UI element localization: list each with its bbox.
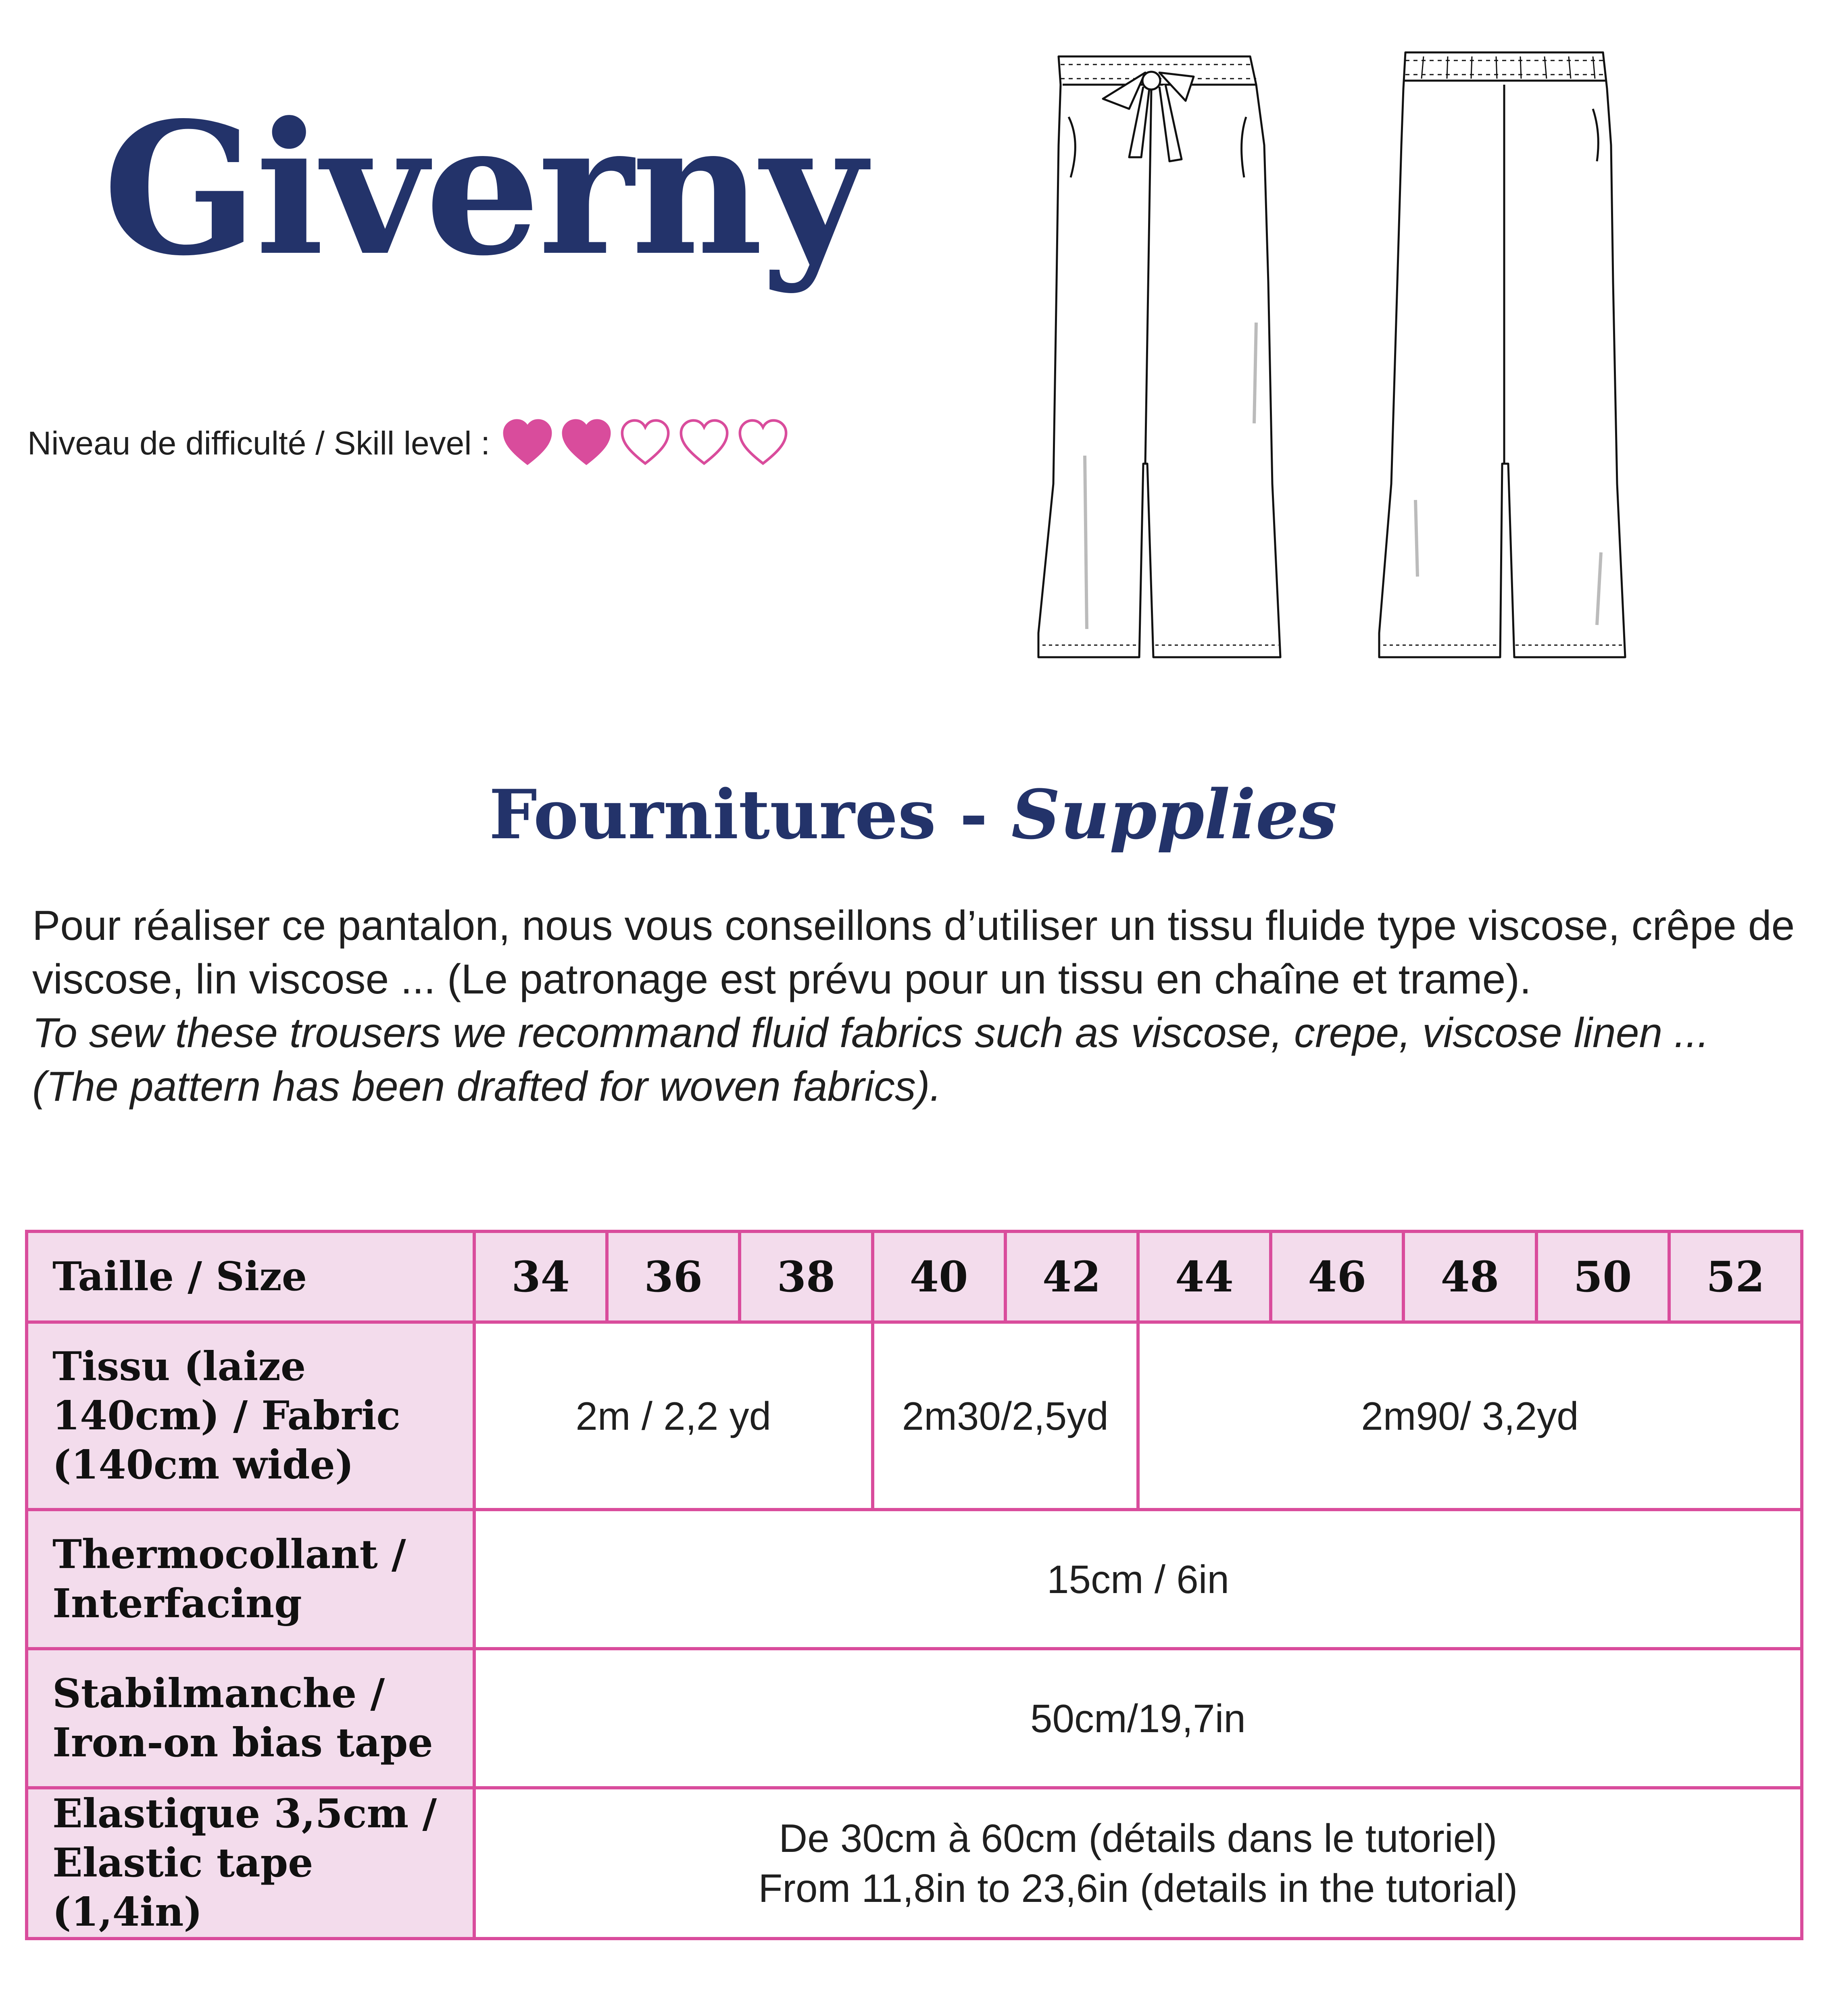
front-view-drawing bbox=[1038, 56, 1280, 657]
size-cell: 42 bbox=[1005, 1231, 1138, 1322]
intro-text-fr: Pour réaliser ce pantalon, nous vous conseillons d’utiliser un tissu fluide type viscose, crêpe de viscose, lin viscose ... (Le patronage est prévu pour un tissu en chaîne et trame). bbox=[32, 902, 1795, 1003]
size-cell: 44 bbox=[1138, 1231, 1271, 1322]
skill-level-rating bbox=[501, 417, 796, 470]
heart-filled-icon bbox=[560, 417, 613, 470]
size-cell: 46 bbox=[1271, 1231, 1403, 1322]
trousers-technical-drawings bbox=[1020, 40, 1674, 726]
supplies-heading bbox=[0, 774, 1826, 856]
interfacing-value: 15cm / 6in bbox=[474, 1510, 1802, 1649]
size-cell: 36 bbox=[607, 1231, 740, 1322]
bias-tape-value: 50cm/19,7in bbox=[474, 1649, 1802, 1788]
fabric-value: 2m / 2,2 yd bbox=[474, 1322, 873, 1510]
table-row-bias-tape bbox=[27, 1649, 1802, 1788]
supplies-table bbox=[25, 1230, 1803, 1940]
skill-level-label: Niveau de difficulté / Skill level : bbox=[27, 425, 490, 462]
size-cell: 50 bbox=[1536, 1231, 1669, 1322]
size-cell: 52 bbox=[1669, 1231, 1802, 1322]
page-title: Giverny bbox=[103, 83, 864, 296]
heart-empty-icon bbox=[737, 417, 789, 470]
size-header: Taille / Size bbox=[27, 1231, 474, 1322]
fabric-value: 2m90/ 3,2yd bbox=[1138, 1322, 1802, 1510]
table-row-interfacing bbox=[27, 1510, 1802, 1649]
heart-empty-icon bbox=[619, 417, 671, 470]
heart-filled-icon bbox=[501, 417, 554, 470]
size-cell: 48 bbox=[1403, 1231, 1536, 1322]
fabric-value: 2m30/2,5yd bbox=[873, 1322, 1138, 1510]
elastic-value-en: From 11,8in to 23,6in (details in the tutorial) bbox=[758, 1866, 1518, 1910]
elastic-value-fr: De 30cm à 60cm (détails dans le tutoriel) bbox=[779, 1816, 1497, 1860]
supplies-heading-en: Supplies bbox=[1011, 775, 1337, 854]
size-cell: 38 bbox=[740, 1231, 872, 1322]
intro-text-en: To sew these trousers we recommand fluid fabrics such as viscose, crepe, viscose linen ... (The pattern has been drafted for woven fabrics). bbox=[32, 1010, 1709, 1110]
elastic-value bbox=[474, 1788, 1802, 1939]
table-row-elastic bbox=[27, 1788, 1802, 1939]
back-view-drawing bbox=[1379, 52, 1625, 657]
table-row-fabric bbox=[27, 1322, 1802, 1510]
table-row-size bbox=[27, 1231, 1802, 1322]
bias-tape-label: Stabilmanche / Iron-on bias tape bbox=[27, 1649, 474, 1788]
intro-text bbox=[32, 899, 1799, 1114]
heart-empty-icon bbox=[678, 417, 730, 470]
size-cell: 40 bbox=[873, 1231, 1005, 1322]
elastic-label: Elastique 3,5cm / Elastic tape (1,4in) bbox=[27, 1788, 474, 1939]
size-cell: 34 bbox=[474, 1231, 607, 1322]
fabric-label: Tissu (laize 140cm) / Fabric (140cm wide) bbox=[27, 1322, 474, 1510]
skill-level bbox=[27, 411, 796, 476]
interfacing-label: Thermocollant / Interfacing bbox=[27, 1510, 474, 1649]
supplies-heading-fr: Fournitures - bbox=[489, 775, 1011, 854]
